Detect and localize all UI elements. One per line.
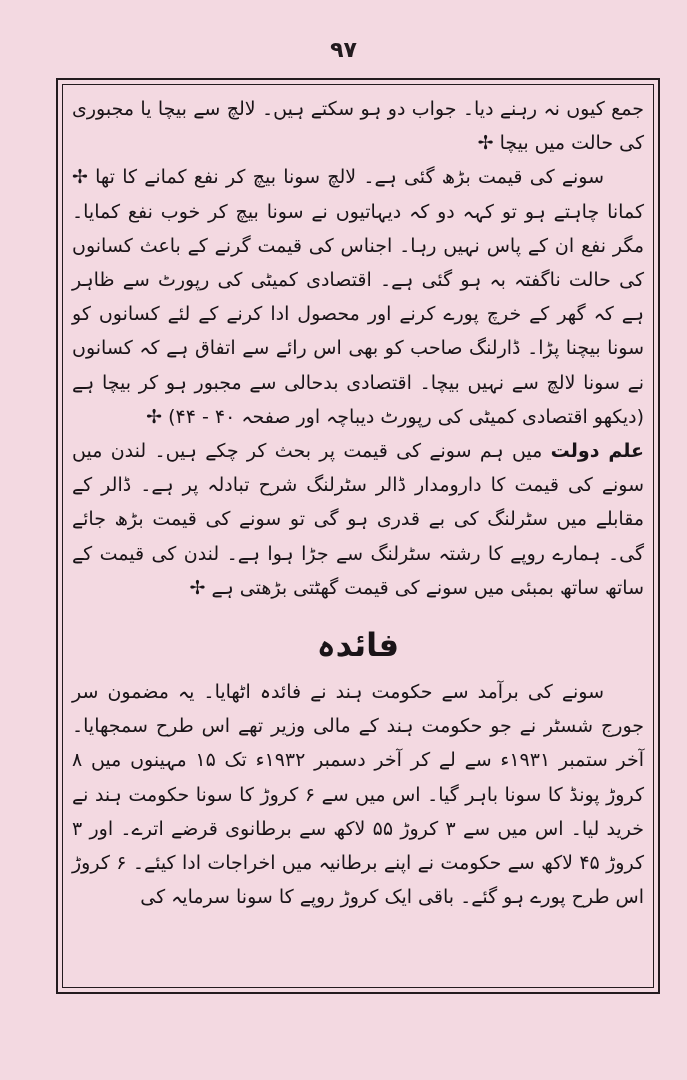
paragraph-lead: علم دولت xyxy=(550,440,644,463)
paragraph: جمع کیوں نہ رہنے دیا۔ جواب دو ہو سکتے ہیں۔ لالچ سے بیچا یا مجبوری کی حالت میں بیچا ✢ xyxy=(72,98,644,155)
page-content xyxy=(72,92,644,980)
paragraph: سونے کی قیمت بڑھ گئی ہے۔ لالچ سونا بیچ کر نفع کمانے کا تھا ✢ کمانا چاہتے ہو تو کہہ دو کہ دیہاتیوں نے سونا بیچ کر خوب نفع کمایا۔ مگر نفع ان کے پاس نہیں رہا۔ اجناس کی قیمت گرنے کے باعث کسانوں کی حالت ناگفتہ بہ ہو گئی ہے۔ اقتصادی کمیٹی کی رپورٹ سے ظاہر ہے کہ گھر کے خرچ پورے کرنے اور محصول ادا کرنے کے لئے کسانوں کو سونا بیچنا پڑا۔ ڈارلنگ صاحب کو بھی اس رائے سے اتفاق ہے کہ کسانوں نے سونا لالچ سے نہیں بیچا۔ اقتصادی بدحالی سے مجبور ہو کر بیچا ہے (دیکھو اقتصادی کمیٹی کی رپورٹ دیباچہ اور صفحہ ۴۰ - ۴۴) ✢ xyxy=(72,166,644,428)
paragraph-text: میں ہم سونے کی قیمت پر بحث کر چکے ہیں۔ لندن میں سونے کی قیمت کا دارومدار ڈالر سٹرلنگ شرح تبادلہ پر ہے۔ ڈالر کے مقابلے میں سٹرلنگ کی بے قدری ہو گی تو سونے کی قیمت بڑھ جائے گی۔ ہمارے روپے کا رشتہ سٹرلنگ سے جڑا ہوا ہے۔ لندن کی قیمت کے ساتھ ساتھ بمبئی میں سونے کی قیمت گھٹتی بڑھتی ہے ✢ xyxy=(72,440,644,599)
paragraph: سونے کی برآمد سے حکومت ہند نے فائدہ اٹھایا۔ یہ مضمون سر جورج شسٹر نے جو حکومت ہند کے مالی وزیر تھے اس طرح سمجھایا۔ آخر ستمبر ۱۹۳۱ء سے لے کر آخر دسمبر ۱۹۳۲ء تک ۱۵ مہینوں میں ۸ کروڑ پونڈ کا سونا باہر گیا۔ اس میں سے ۶ کروڑ کا سونا حکومت ہند نے خرید لیا۔ اس میں سے ۳ کروڑ ۵۵ لاکھ سے برطانوی قرضے اترے۔ اور ۳ کروڑ ۴۵ لاکھ سے حکومت نے اپنے برطانیہ میں اخراجات ادا کیئے۔ ۶ کروڑ اس طرح پورے ہو گئے۔ باقی ایک کروڑ روپے کا سونا سرمایہ کی xyxy=(72,681,645,909)
paragraph xyxy=(72,434,644,605)
page-number: ۹۷ xyxy=(330,38,357,63)
section-heading: فائدہ xyxy=(316,626,400,665)
